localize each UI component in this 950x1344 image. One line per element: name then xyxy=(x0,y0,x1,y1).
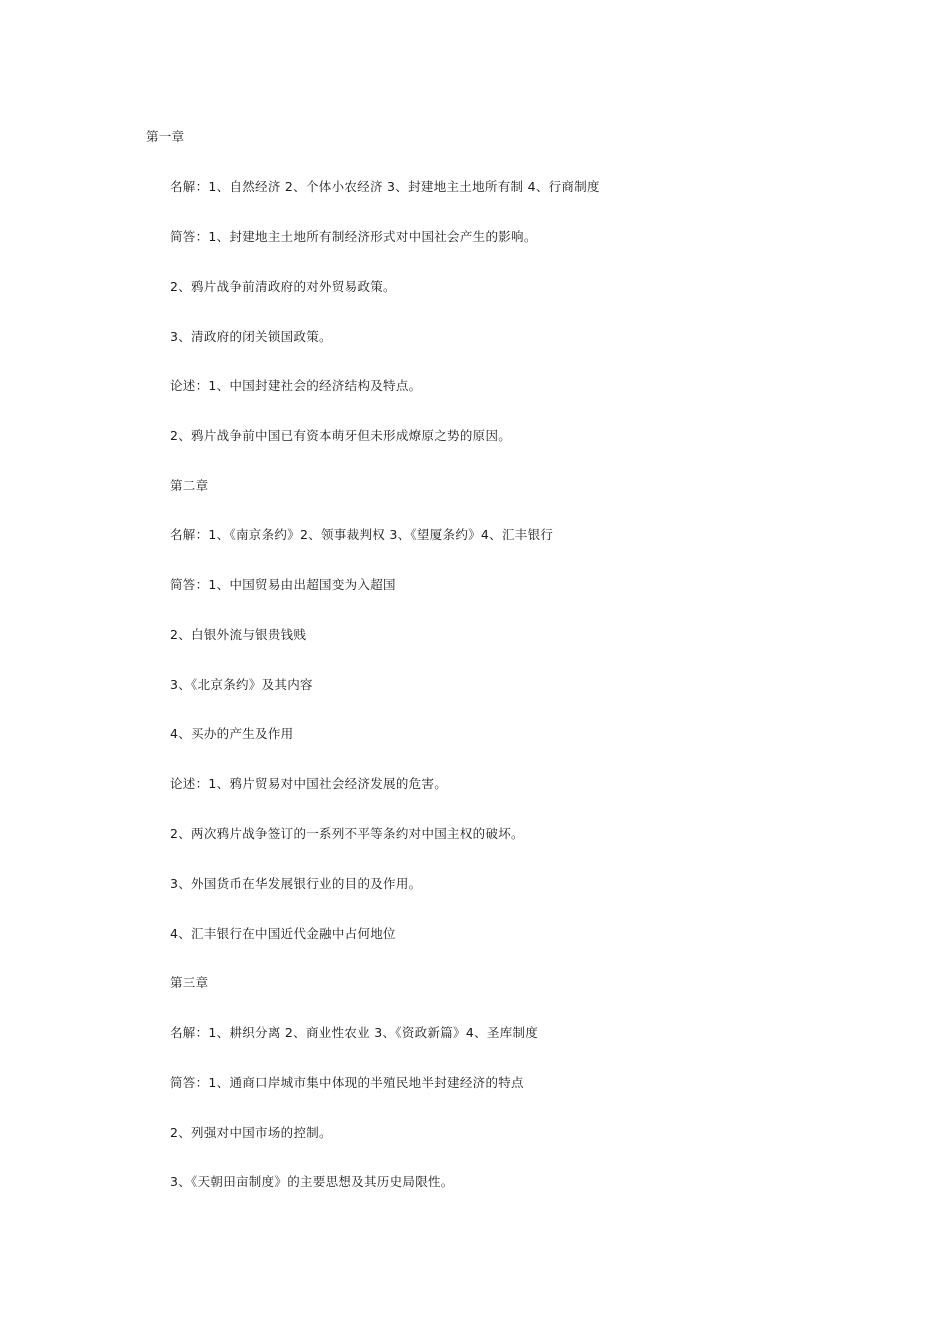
chapter-2-essay-4: 4、汇丰银行在中国近代金融中占何地位 xyxy=(170,926,396,941)
chapter-1-short-answer-2: 2、鸦片战争前清政府的对外贸易政策。 xyxy=(170,279,396,294)
chapter-3-short-answer-3: 3、《天朝田亩制度》的主要思想及其历史局限性。 xyxy=(170,1174,454,1189)
chapter-3-heading: 第三章 xyxy=(170,975,209,990)
chapter-2-short-answer-3: 3、《北京条约》及其内容 xyxy=(170,677,313,692)
chapter-2-terms: 名解：1、《南京条约》2、领事裁判权 3、《望厦条约》4、汇丰银行 xyxy=(170,527,554,542)
chapter-2-short-answer-4: 4、买办的产生及作用 xyxy=(170,726,294,741)
chapter-1-terms: 名解：1、自然经济 2、个体小农经济 3、封建地主土地所有制 4、行商制度 xyxy=(170,179,600,194)
chapter-2-essay-2: 2、两次鸦片战争签订的一系列不平等条约对中国主权的破坏。 xyxy=(170,826,524,841)
chapter-2-heading: 第二章 xyxy=(170,478,209,493)
chapter-2-essay-1: 论述：1、鸦片贸易对中国社会经济发展的危害。 xyxy=(170,776,448,791)
chapter-2-essay-3: 3、外国货币在华发展银行业的目的及作用。 xyxy=(170,876,422,891)
chapter-1-essay-2: 2、鸦片战争前中国已有资本萌牙但未形成燎原之势的原因。 xyxy=(170,428,512,443)
chapter-2-short-answer-2: 2、白银外流与银贵钱贱 xyxy=(170,627,307,642)
chapter-3-terms: 名解：1、耕织分离 2、商业性农业 3、《资政新篇》4、圣库制度 xyxy=(170,1025,539,1040)
chapter-3-short-answer-2: 2、列强对中国市场的控制。 xyxy=(170,1125,332,1140)
chapter-1-short-answer-1: 简答：1、封建地主土地所有制经济形式对中国社会产生的影响。 xyxy=(170,229,537,244)
chapter-1-heading: 第一章 xyxy=(146,129,185,144)
chapter-1-short-answer-3: 3、清政府的闭关锁国政策。 xyxy=(170,329,332,344)
chapter-2-short-answer-1: 简答：1、中国贸易由出超国变为入超国 xyxy=(170,577,396,592)
chapter-3-short-answer-1: 简答：1、通商口岸城市集中体现的半殖民地半封建经济的特点 xyxy=(170,1075,524,1090)
chapter-1-essay-1: 论述：1、中国封建社会的经济结构及特点。 xyxy=(170,378,422,393)
